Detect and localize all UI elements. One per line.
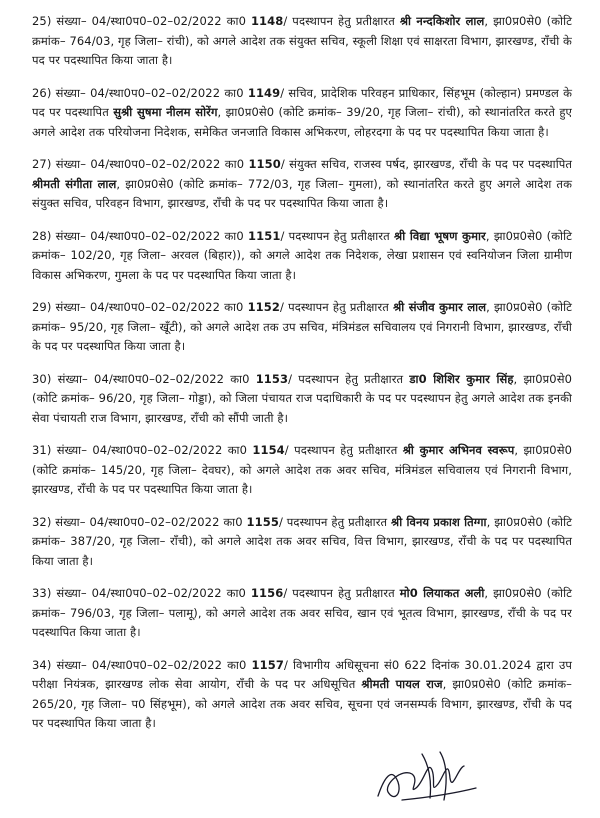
order-paragraph-33	[32, 584, 572, 643]
order-number: 1154	[252, 443, 285, 457]
order-paragraph-31	[32, 441, 572, 500]
order-reference: 25) संख्या– 04/स्था0प0–02–02/2022 का0	[32, 14, 251, 28]
order-context: / संयुक्त सचिव, राजस्व पर्षद, झारखण्ड, राँची के पद पर पदस्थापित	[280, 157, 572, 171]
officer-name: सुश्री सुषमा नीलम सोरेंग	[113, 105, 218, 119]
officer-name: डा0 शिशिर कुमार सिंह	[409, 371, 514, 386]
handwritten-signature	[372, 748, 482, 808]
order-reference: 26) संख्या– 04/स्था0प0–02–02/2022 का0	[32, 85, 248, 100]
order-context: / पदस्थापन हेतु प्रतीक्षारत	[283, 14, 400, 28]
officer-name: श्री संजीव कुमार लाल	[393, 300, 487, 314]
order-paragraph-26	[32, 84, 572, 143]
order-number: 1153	[255, 371, 289, 386]
order-number: 1150	[248, 157, 281, 171]
officer-name: श्री कुमार अभिनव स्वरूप	[402, 443, 515, 457]
officer-name: श्री विनय प्रकाश तिग्गा	[391, 514, 487, 529]
order-context: / पदस्थापन हेतु प्रतीक्षारत	[280, 228, 395, 243]
officer-name: श्रीमती संगीता लाल	[32, 176, 117, 191]
posting-details: , झा0प्र0से0 (कोटि क्रमांक– 764/03, गृह जिला– रांची), को अगले आदेश तक संयुक्त सचिव, स्कूली शिक्षा एवं साक्षरता विभाग, झारखण्ड, राँची के पद पर पदस्थापित किया जाता है।	[32, 14, 573, 67]
order-number: 1152	[247, 300, 280, 314]
order-reference: 27) संख्या– 04/स्था0प0–02–02/2022 का0	[32, 157, 249, 171]
posting-details: , झा0प्र0से0 (कोटि क्रमांक– 772/03, गृह जिला– गुमला), को स्थानांतरित करते हुए अगले आदेश तक संयुक्त सचिव, परिवहन विभाग, झारखण्ड, राँची के पद पर पदस्थापित किया जाता है।	[32, 176, 573, 210]
order-paragraph-27	[32, 155, 572, 214]
posting-details: , झा0प्र0से0 (कोटि क्रमांक– 102/20, गृह जिला– अरवल (बिहार)), को अगले आदेश तक निदेशक, लेखा प्रशासन एवं स्वनियोजन जिला ग्रामीण विकास अभिकरण, गुमला के पद पर पदस्थापित किया जाता है।	[32, 228, 572, 282]
order-paragraph-30	[32, 370, 572, 429]
order-paragraph-29	[32, 298, 572, 357]
order-reference: 30) संख्या– 04/स्था0प0–02–02/2022 का0	[32, 371, 256, 386]
order-number: 1148	[250, 14, 284, 28]
order-context: / पदस्थापन हेतु प्रतीक्षारत	[288, 371, 410, 386]
posting-details: , झा0प्र0से0 (कोटि क्रमांक– 96/20, गृह जिला– गोड्डा), को जिला पंचायत राज पदाधिकारी के पद पर पदस्थापन हेतु अगले आदेश तक इनकी सेवा पंचायती राज विभाग, झारखण्ड, राँची को सौंपी जाती है।	[32, 371, 572, 425]
order-number: 1157	[251, 657, 284, 672]
order-number: 1155	[246, 514, 279, 529]
order-number: 1151	[248, 228, 281, 243]
order-paragraph-32	[32, 513, 572, 572]
posting-details: , झा0प्र0से0 (कोटि क्रमांक– 265/20, गृह जिला– प0 सिंहभूम), को अगले आदेश तक अवर सचिव, सूचना एवं जनसम्पर्क विभाग, झारखण्ड, राँची के पद पर पदस्थापित किया जाता है।	[32, 677, 572, 730]
officer-name: श्री नन्दकिशोर लाल	[399, 14, 485, 28]
order-number: 1156	[250, 586, 284, 600]
posting-details: , झा0प्र0से0 (कोटि क्रमांक– 145/20, गृह जिला– देवघर), को अगले आदेश तक अवर सचिव, मंत्रिमंडल सचिवालय एवं निगरानी विभाग, झारखण्ड, राँची के पद पर पदस्थापित किया जाता है।	[32, 443, 573, 496]
order-reference: 29) संख्या– 04/स्था0प0–02–02/2022 का0	[32, 300, 248, 314]
order-reference: 33) संख्या– 04/स्था0प0–02–02/2022 का0	[32, 586, 251, 600]
order-context: / विभागीय अधिसूचना सं0 622 दिनांक 30.01.2024 द्वारा उप परीक्षा नियंत्रक, झारखण्ड लोक सेवा आयोग, राँची के पद पर अधिसूचित	[32, 657, 572, 691]
officer-name: मो0 लियाकत अली	[399, 586, 485, 600]
order-reference: 34) संख्या– 04/स्था0प0–02–02/2022 का0	[32, 657, 252, 672]
order-context: / पदस्थापन हेतु प्रतीक्षारत	[279, 300, 394, 314]
order-paragraph-34	[32, 656, 572, 734]
order-paragraph-28	[32, 227, 572, 286]
posting-details: , झा0प्र0से0 (कोटि क्रमांक– 796/03, गृह जिला– पलामू), को अगले आदेश तक अवर सचिव, खान एवं भूतत्व विभाग, झारखण्ड, राँची के पद पर पदस्थापित किया जाता है।	[32, 586, 572, 639]
order-context: / पदस्थापन हेतु प्रतीक्षारत	[284, 443, 403, 457]
order-context: / पदस्थापन हेतु प्रतीक्षारत	[283, 586, 400, 600]
order-number: 1149	[247, 85, 281, 100]
posting-details: , झा0प्र0से0 (कोटि क्रमांक– 387/20, गृह जिला– राँची), को अगले आदेश तक अवर सचिव, वित्त विभाग, झारखण्ड, राँची के पद पर पदस्थापित किया जाता है।	[32, 514, 573, 568]
officer-name: श्रीमती पायल राज	[361, 677, 443, 691]
posting-details: , झा0प्र0से0 (कोटि क्रमांक– 95/20, गृह जिला– खूँटी), को अगले आदेश तक उप सचिव, मंत्रिमंडल सचिवालय एवं निगरानी विभाग, झारखण्ड, राँची के पद पर पदस्थापित किया जाता है।	[32, 300, 573, 353]
order-paragraph-25	[32, 12, 572, 71]
order-context: / पदस्थापन हेतु प्रतीक्षारत	[278, 514, 392, 529]
order-reference: 32) संख्या– 04/स्था0प0–02–02/2022 का0	[32, 514, 247, 529]
order-reference: 28) संख्या– 04/स्था0प0–02–02/2022 का0	[32, 228, 249, 243]
order-reference: 31) संख्या– 04/स्था0प0–02–02/2022 का0	[32, 443, 253, 457]
order-context: / सचिव, प्रादेशिक परिवहन प्राधिकार, सिंहभूम (कोल्हान) प्रमण्डल के पद पर पदस्थापित	[32, 85, 573, 119]
posting-details: , झा0प्र0से0 (कोटि क्रमांक– 39/20, गृह जिला– रांची), को स्थानांतरित करते हुए अगले आदेश तक परियोजना निदेशक, समेकित जनजाति विकास अभिकरण, लोहरदगा के पद पर पदस्थापित किया जाता है।	[32, 105, 572, 139]
officer-name: श्री विद्या भूषण कुमार	[394, 228, 486, 243]
